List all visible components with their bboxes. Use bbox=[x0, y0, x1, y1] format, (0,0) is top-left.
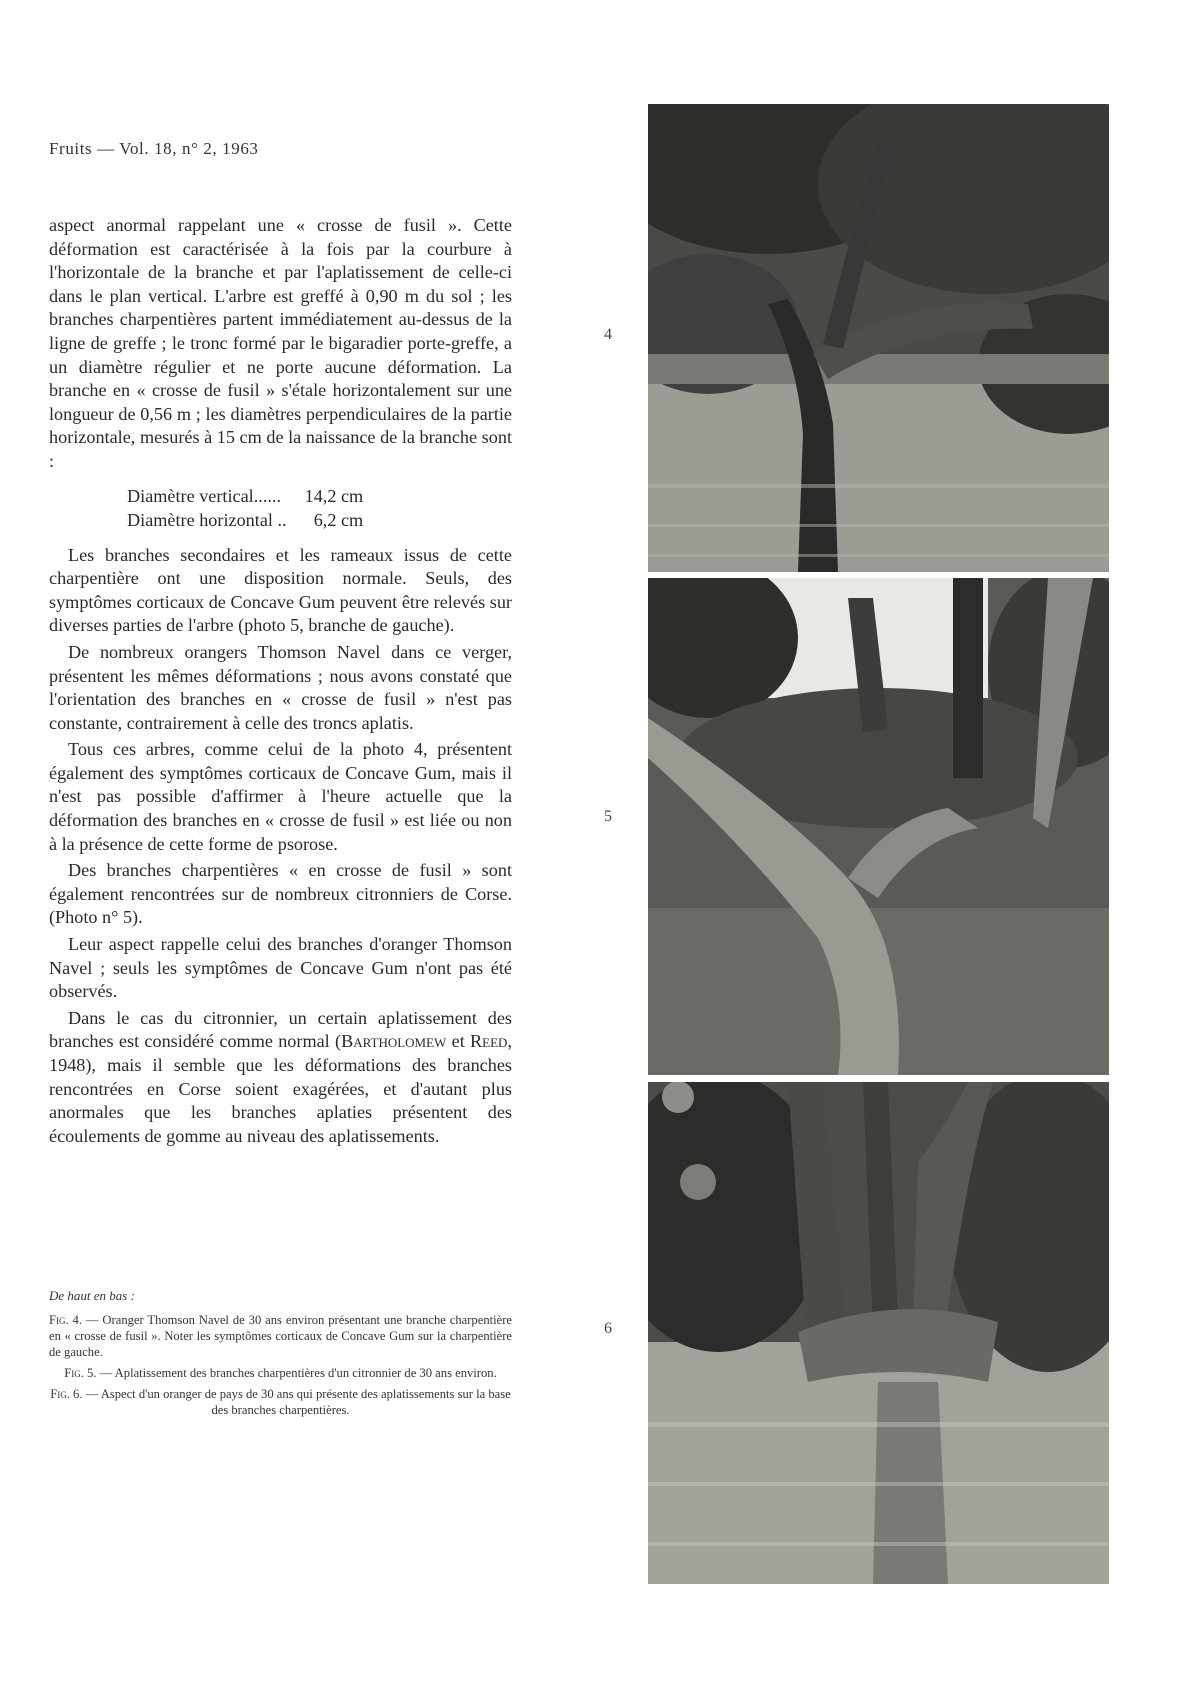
measurement-row bbox=[127, 508, 363, 532]
captions-intro: De haut en bas : bbox=[49, 1288, 135, 1303]
caption-label: Fig. 4. bbox=[49, 1313, 83, 1327]
paragraph: Tous ces arbres, comme celui de la photo 4, présentent également des symptômes corticaux de Concave Gum, mais il n'est pas possible d'affirmer à l'heure actuelle que la déformation des branches en « crosse de fusil » est liée ou non à la présence de cette forme de psorose. bbox=[49, 739, 512, 854]
figure-number: 5 bbox=[604, 808, 612, 825]
text-run: Dans le cas du citronnier, un certain aplatissement des branches est considéré comme normal ( bbox=[49, 1007, 512, 1052]
paragraph: De nombreux orangers Thomson Navel dans ce verger, présentent les mêmes déformations ; nous avons constaté que l'orientation des branches en « crosse de fusil » n'est pas constante, contrairement à celle des troncs aplatis. bbox=[49, 641, 512, 733]
figure-captions bbox=[49, 1288, 512, 1423]
measurement-row bbox=[127, 484, 363, 508]
paragraph: Leur aspect rappelle celui des branches d'oranger Thomson Navel ; seuls les symptômes de Concave Gum n'ont pas été observés. bbox=[49, 934, 512, 1002]
paragraph: Des branches charpentières « en crosse de fusil » sont également rencontrées sur de nombreux citronniers de Corse. (Photo n° 5). bbox=[49, 860, 512, 928]
article-body bbox=[49, 214, 512, 1148]
caption-fig-6 bbox=[49, 1386, 512, 1418]
figure-number: 4 bbox=[604, 326, 612, 343]
orange-tree-image bbox=[648, 104, 1109, 572]
paragraph bbox=[49, 1007, 512, 1149]
text-run: , 1948), mais il semble que les déformations des branches rencontrées en Corse soient exagérées, et d'autant plus anormales que les branches aplaties présentent des écoulements de gomme au niveau des aplatissements. bbox=[49, 1031, 512, 1146]
photo-fig-6 bbox=[648, 1082, 1109, 1584]
measurement-value: 6,2 cm bbox=[313, 509, 364, 530]
orange-tree-base-image bbox=[648, 1082, 1109, 1584]
measurement-label: Diamètre horizontal .. bbox=[127, 509, 287, 530]
caption-fig-4 bbox=[49, 1312, 512, 1360]
citation-author: Bartholomew bbox=[341, 1031, 447, 1052]
measurements-table bbox=[127, 484, 363, 532]
measurement-value: 14,2 cm bbox=[304, 485, 364, 506]
caption-label: Fig. 6. bbox=[50, 1387, 83, 1401]
caption-fig-5 bbox=[49, 1365, 512, 1381]
running-head: Fruits — Vol. 18, n° 2, 1963 bbox=[49, 139, 259, 158]
citation-author: Reed bbox=[470, 1031, 508, 1052]
photo-fig-5 bbox=[648, 578, 1109, 1075]
lemon-tree-image bbox=[648, 578, 1109, 1075]
paragraph: aspect anormal rappelant une « crosse de fusil ». Cette déformation est caractérisée à la fois par la courbure à l'horizontale de la branche et par l'aplatissement de celle-ci dans le plan vertical. L'arbre est greffé à 0,90 m du sol ; les branches charpentières partent immédiatement au-dessus de la ligne de greffe ; le tronc formé par le bigaradier porte-greffe, a un diamètre régulier et ne porte aucune déformation. La branche en « crosse de fusil » s'étale horizontalement sur une longueur de 0,56 m ; les diamètres perpendiculaires de la partie horizontale, mesurés à 15 cm de la naissance de la branche sont : bbox=[49, 215, 512, 471]
text-run: et bbox=[446, 1031, 471, 1052]
paragraph: Les branches secondaires et les rameaux issus de cette charpentière ont une disposition normale. Seuls, des symptômes corticaux de Concave Gum peuvent être relevés sur diverses parties de l'arbre (photo 5, branche de gauche). bbox=[49, 544, 512, 636]
measurement-label: Diamètre vertical...... bbox=[127, 485, 282, 506]
caption-text: — Oranger Thomson Navel de 30 ans environ présentant une branche charpentière en « crosse de fusil ». Noter les symptômes corticaux de Concave Gum sur la charpentière de gauche. bbox=[49, 1313, 512, 1359]
photo-fig-4 bbox=[648, 104, 1109, 572]
caption-label: Fig. 5. bbox=[64, 1366, 97, 1380]
caption-text: — Aspect d'un oranger de pays de 30 ans qui présente des aplatissements sur la base des branches charpentières. bbox=[82, 1387, 511, 1417]
caption-text: — Aplatissement des branches charpentières d'un citronnier de 30 ans environ. bbox=[96, 1366, 497, 1380]
figure-number: 6 bbox=[604, 1320, 612, 1337]
